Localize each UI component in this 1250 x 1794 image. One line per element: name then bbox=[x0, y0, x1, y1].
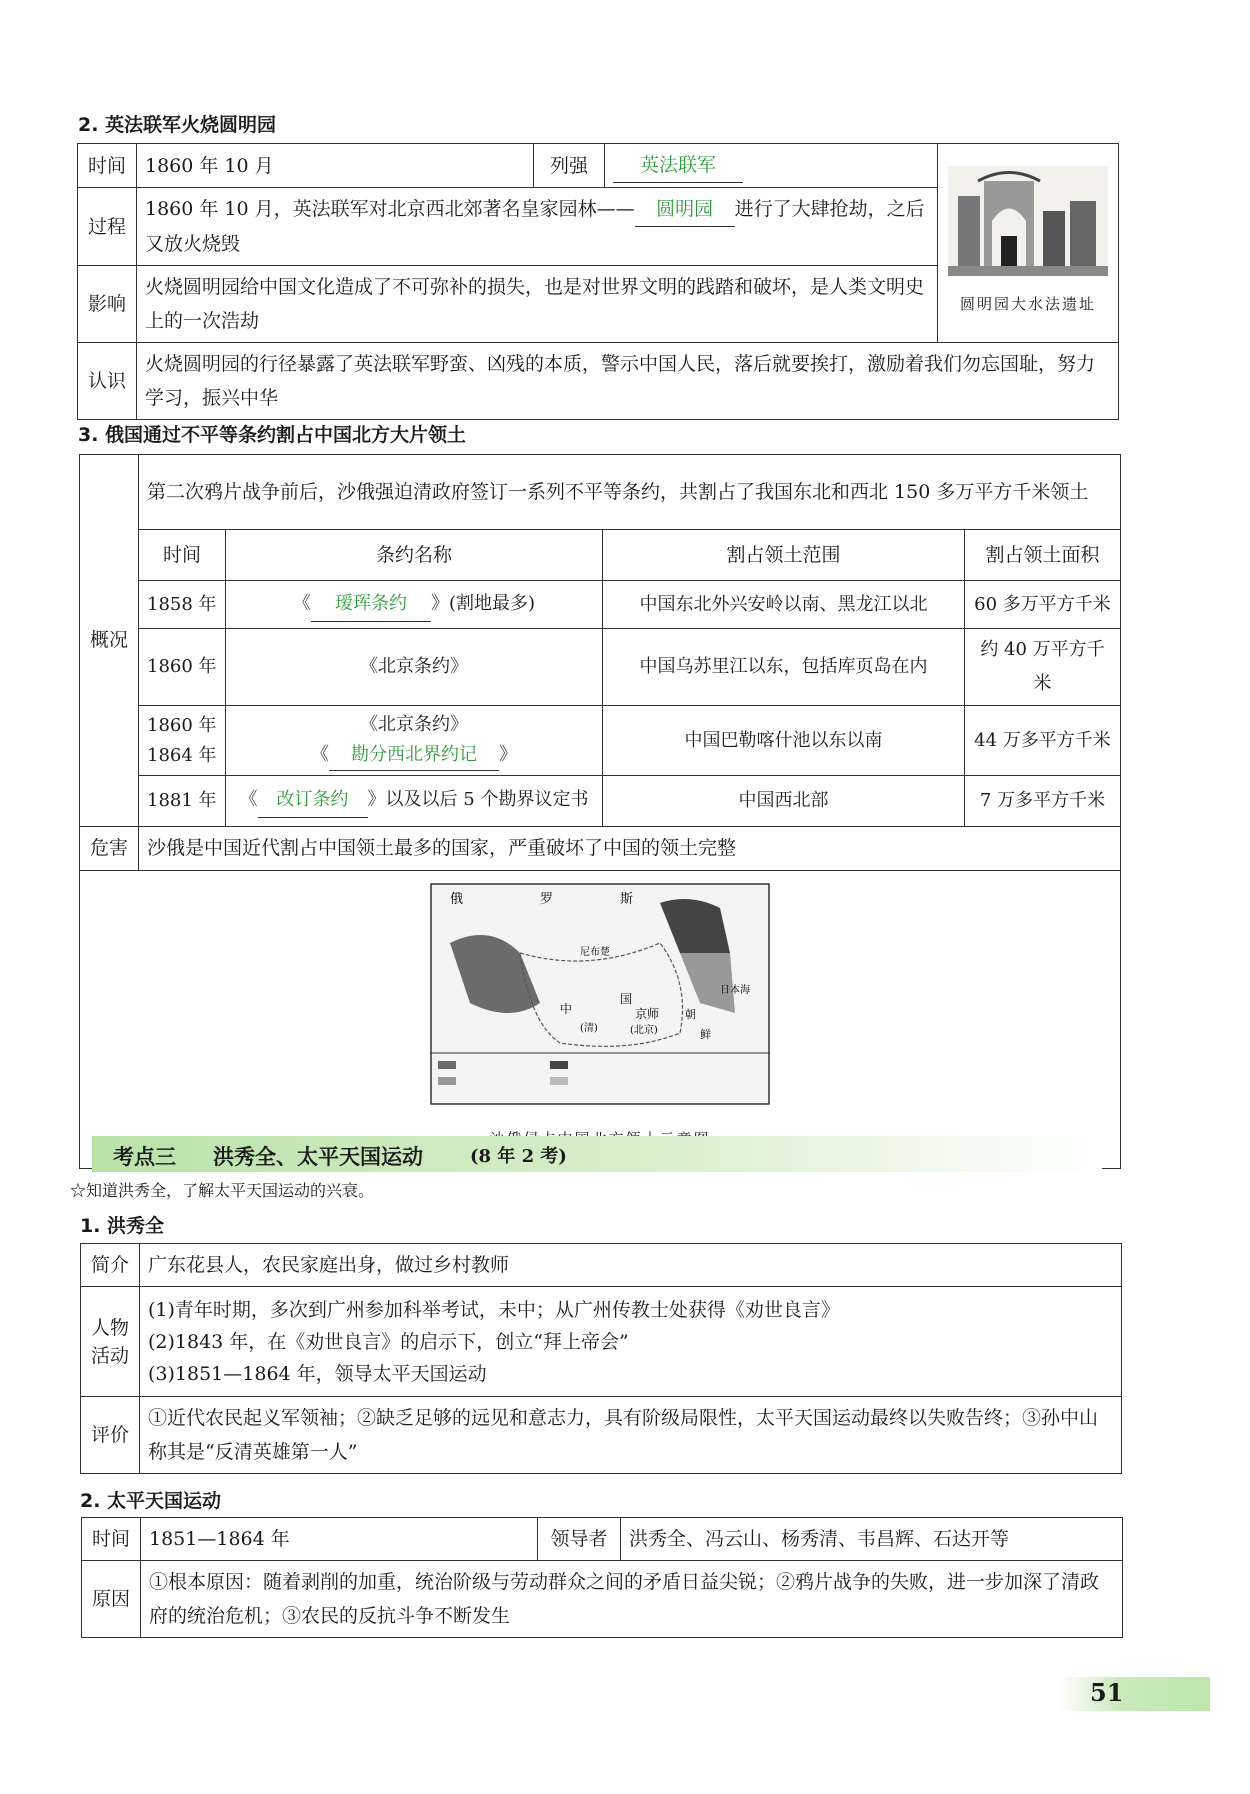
map-cell bbox=[80, 870, 1121, 1168]
kaodian-name: 洪秀全、太平天国运动 bbox=[213, 1145, 423, 1169]
time-value: 1860 年 10 月 bbox=[137, 144, 534, 188]
row3-range: 中国巴勒喀什池以东以南 bbox=[603, 706, 965, 776]
row2-range: 中国乌苏里江以东，包括库页岛在内 bbox=[603, 629, 965, 706]
process-label: 过程 bbox=[78, 188, 137, 266]
kaodian-requirement: ☆知道洪秀全，了解太平天国运动的兴衰。 bbox=[70, 1181, 375, 1200]
harm-text: 沙俄是中国近代割占中国领土最多的国家，严重破坏了中国的领土完整 bbox=[139, 826, 1121, 870]
cause-text: ①根本原因：随着剥削的加重，统治阶级与劳动群众之间的矛盾日益尖锐；②鸦片战争的失败，进一步加深了清政府的统治危机；③农民的反抗斗争不断发生 bbox=[141, 1561, 1123, 1638]
process-cell bbox=[137, 188, 938, 266]
row3-area: 44 万多平方千米 bbox=[965, 706, 1121, 776]
activity-cell bbox=[140, 1287, 1122, 1397]
taiping-time-value: 1851—1864 年 bbox=[141, 1518, 538, 1561]
powers-label: 列强 bbox=[534, 144, 605, 188]
leader-value: 洪秀全、冯云山、杨秀清、韦昌辉、石达开等 bbox=[621, 1518, 1123, 1561]
leader-label: 领导者 bbox=[538, 1518, 621, 1561]
russia-map bbox=[430, 883, 770, 1105]
powers-answer: 英法联军 bbox=[613, 148, 743, 183]
view-label: 认识 bbox=[78, 343, 137, 420]
row3-treaty-answer: 勘分西北界约记 bbox=[329, 740, 499, 771]
section2-table bbox=[77, 143, 1119, 420]
kaodian-title: 考点三 bbox=[113, 1145, 176, 1169]
row3-time-2: 1864 年 bbox=[147, 744, 217, 766]
intro-text: 广东花县人，农民家庭出身，做过乡村教师 bbox=[140, 1244, 1122, 1287]
row1-treaty-post: 》(割地最多) bbox=[430, 593, 536, 614]
ruins-image-cell bbox=[938, 144, 1119, 343]
overview-text: 第二次鸦片战争前后，沙俄强迫清政府签订一系列不平等条约，共割占了我国东北和西北 150 多万平方千米领土 bbox=[139, 455, 1121, 530]
table-row bbox=[139, 629, 1120, 706]
row2-area: 约 40 万平方千米 bbox=[965, 629, 1121, 706]
map-label: (北京) bbox=[630, 1024, 658, 1036]
row3-time bbox=[139, 706, 226, 776]
row4-treaty bbox=[226, 776, 603, 826]
section3-table bbox=[79, 454, 1121, 1169]
activity-label bbox=[81, 1287, 140, 1397]
harm-label: 危害 bbox=[80, 826, 139, 870]
row4-area: 7 万多平方千米 bbox=[965, 776, 1121, 826]
row3-treaty-pre: 《 bbox=[311, 744, 329, 765]
row2-time: 1860 年 bbox=[139, 629, 226, 706]
cause-label: 原因 bbox=[82, 1561, 141, 1638]
ruins-illustration bbox=[948, 166, 1108, 276]
activity-3: (3)1851—1864 年，领导太平天国运动 bbox=[148, 1362, 487, 1385]
taiping-table bbox=[81, 1517, 1123, 1638]
page-number: 51 bbox=[1090, 1678, 1124, 1707]
ruins-caption: 圆明园大水法遗址 bbox=[959, 294, 1096, 313]
row4-treaty-answer: 改订条约 bbox=[258, 783, 368, 818]
row3-treaty-post: 》 bbox=[499, 744, 517, 765]
row1-treaty-answer: 瑷珲条约 bbox=[311, 587, 431, 622]
row1-range: 中国东北外兴安岭以南、黑龙江以北 bbox=[603, 581, 965, 629]
row1-treaty-pre: 《 bbox=[292, 593, 311, 614]
time-label: 时间 bbox=[78, 144, 137, 188]
row1-time: 1858 年 bbox=[139, 581, 226, 629]
process-text-b: 进行了大肆抢劫，之后又放火烧毁 bbox=[145, 198, 925, 255]
taiping-heading: 2. 太平天国运动 bbox=[80, 1490, 222, 1512]
table-row bbox=[139, 706, 1120, 776]
overview-label: 概况 bbox=[80, 455, 139, 827]
section2-heading: 2. 英法联军火烧圆明园 bbox=[78, 114, 277, 136]
impact-label: 影响 bbox=[78, 266, 137, 343]
hong-table bbox=[80, 1243, 1122, 1474]
view-text: 火烧圆明园的行径暴露了英法联军野蛮、凶残的本质，警示中国人民，落后就要挨打，激励着我们勿忘国耻，努力学习，振兴中华 bbox=[137, 343, 1119, 420]
row1-area: 60 多万平方千米 bbox=[965, 581, 1121, 629]
row3-treaty-1: 《北京条约》 bbox=[360, 714, 468, 735]
powers-cell bbox=[605, 144, 938, 188]
map-label: 罗 bbox=[540, 891, 554, 907]
map-label: (清) bbox=[580, 1022, 598, 1034]
hong-heading: 1. 洪秀全 bbox=[80, 1215, 165, 1237]
row3-treaty-2 bbox=[234, 740, 594, 771]
map-label: 尼布楚 bbox=[580, 946, 610, 958]
row3-time-1: 1860 年 bbox=[147, 714, 217, 736]
table-row bbox=[139, 581, 1120, 629]
activity-2: (2)1843 年，在《劝世良言》的启示下，创立“拜上帝会” bbox=[148, 1330, 629, 1353]
treaty-table bbox=[139, 530, 1120, 826]
col-range: 割占领土范围 bbox=[603, 530, 965, 581]
process-answer: 圆明园 bbox=[635, 192, 735, 227]
eval-label: 评价 bbox=[81, 1397, 140, 1474]
col-time: 时间 bbox=[139, 530, 226, 581]
row2-treaty: 《北京条约》 bbox=[226, 629, 603, 706]
intro-label: 简介 bbox=[81, 1244, 140, 1287]
map-label: 鲜 bbox=[700, 1027, 711, 1041]
map-label: 俄 bbox=[450, 891, 464, 907]
col-treaty: 条约名称 bbox=[226, 530, 603, 581]
row4-treaty-post: 》以及以后 5 个勘界议定书 bbox=[367, 789, 589, 811]
row4-range: 中国西北部 bbox=[603, 776, 965, 826]
treaty-table-cell bbox=[139, 530, 1121, 827]
activity-label-2: 活动 bbox=[90, 1344, 129, 1367]
activity-1: (1)青年时期，多次到广州参加科举考试，未中；从广州传教士处获得《劝世良言》 bbox=[148, 1298, 840, 1321]
row4-treaty-pre: 《 bbox=[239, 789, 258, 811]
map-label: 日本海 bbox=[720, 984, 750, 996]
eval-text: ①近代农民起义军领袖；②缺乏足够的远见和意志力，具有阶级局限性，太平天国运动最终以失败告终；③孙中山称其是“反清英雄第一人” bbox=[140, 1397, 1122, 1474]
impact-text: 火烧圆明园给中国文化造成了不可弥补的损失，也是对世界文明的践踏和破坏，是人类文明史上的一次浩劫 bbox=[137, 266, 938, 343]
row4-time: 1881 年 bbox=[139, 776, 226, 826]
col-area: 割占领土面积 bbox=[965, 530, 1121, 581]
page-number-band bbox=[1060, 1677, 1210, 1711]
map-label: 京师 bbox=[635, 1006, 660, 1021]
process-text-a: 1860 年 10 月，英法联军对北京西北郊著名皇家园林—— bbox=[145, 198, 635, 220]
map-label: 斯 bbox=[620, 891, 634, 907]
map-label: 中 bbox=[560, 1001, 573, 1016]
activity-label-1: 人物 bbox=[90, 1316, 129, 1339]
map-label: 国 bbox=[620, 991, 633, 1006]
row1-treaty bbox=[226, 581, 603, 629]
row3-treaty bbox=[226, 706, 603, 776]
table-row bbox=[139, 776, 1120, 826]
map-label: 朝 bbox=[685, 1007, 696, 1021]
kaodian-frequency: (8 年 2 考) bbox=[470, 1146, 567, 1167]
taiping-time-label: 时间 bbox=[82, 1518, 141, 1561]
section3-heading: 3. 俄国通过不平等条约割占中国北方大片领土 bbox=[78, 424, 467, 446]
